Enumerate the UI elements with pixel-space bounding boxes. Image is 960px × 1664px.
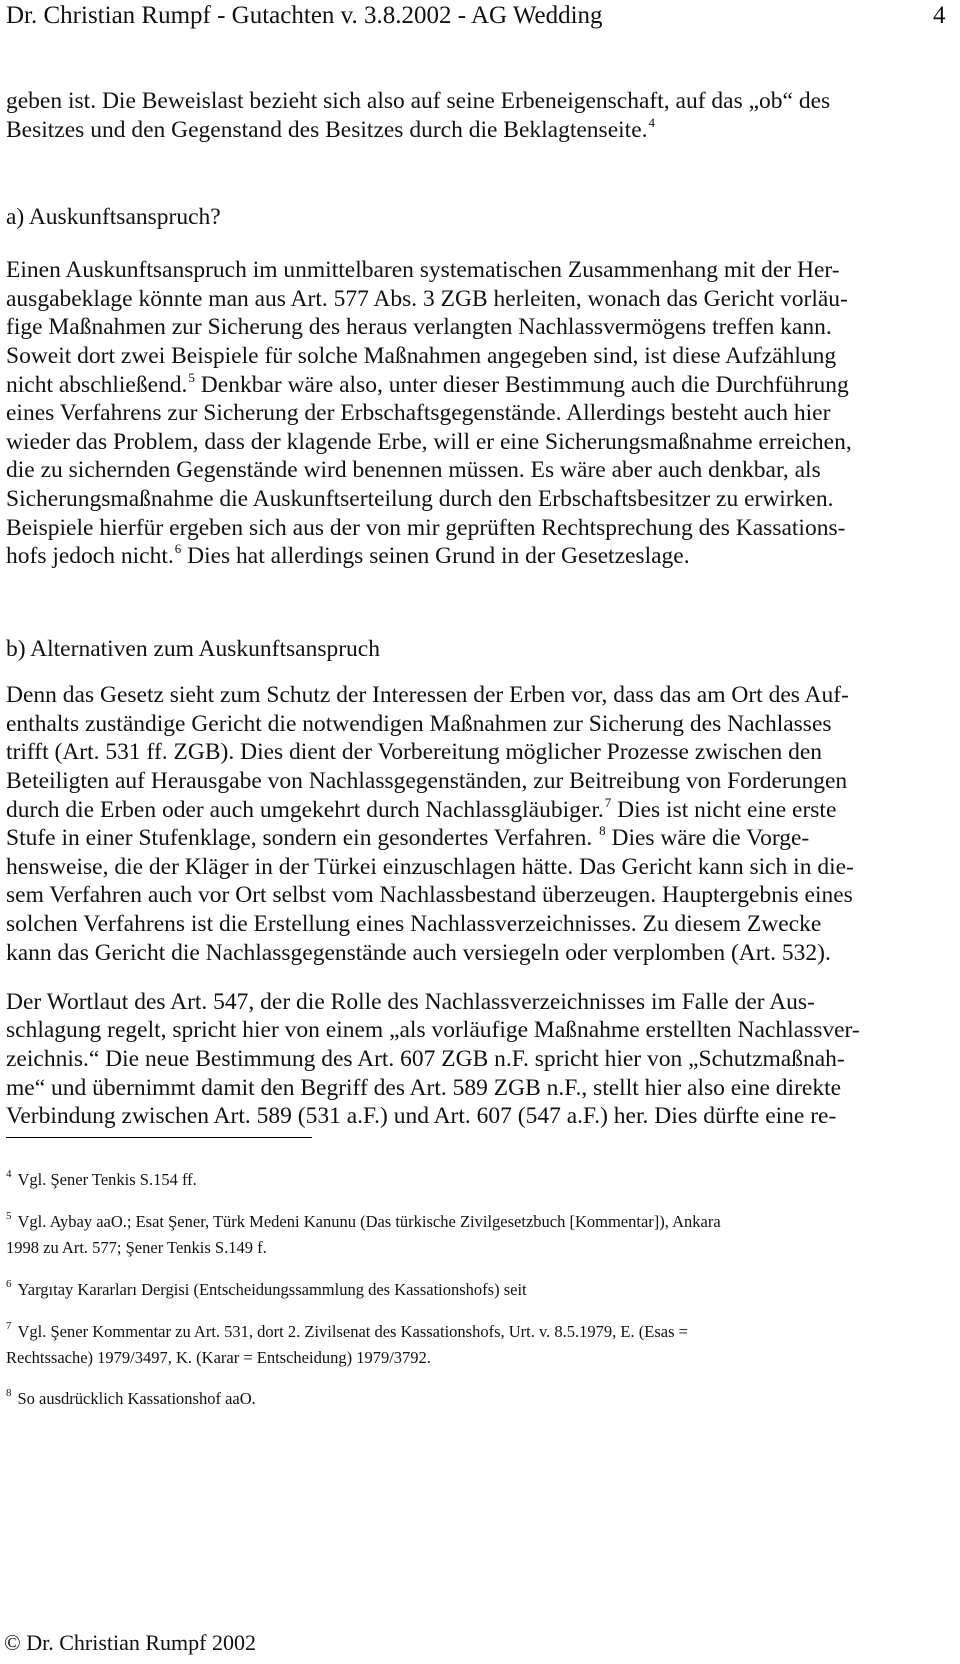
body-line: Beteiligten auf Herausgabe von Nachlassgegenständen, zur Beitreibung von Forderungen [6,768,848,794]
footnote-7: $^7$ Vgl. Şener Kommentar zu Art. 531, dort 2. Zivilsenat des Kassationshofs, Urt. v. 8.5.1979, E. (Esas = [6,1320,688,1341]
body-line: wieder das Problem, dass der klagende Erbe, will er eine Sicherungsmaßnahme erreichen, [6,429,852,455]
page-footer-copyright: © Dr. Christian Rumpf 2002 [4,1630,256,1655]
footnote-8: $^8$ So ausdrücklich Kassationshof aaO. [6,1387,256,1408]
footnote-5-cont: 1998 zu Art. 577; Şener Tenkis S.149 f. [6,1238,267,1257]
body-line: zeichnis.“ Die neue Bestimmung des Art. 607 ZGB n.F. spricht hier von „Schutzmaßnah- [6,1046,845,1072]
body-line: schlagung regelt, spricht hier von einem „als vorläufige Maßnahme erstellten Nachlassver- [6,1017,860,1043]
body-line: Soweit dort zwei Beispiele für solche Maßnahmen angegeben sind, ist diese Aufzählung [6,343,837,369]
body-line: ausgabeklage könnte man aus Art. 577 Abs. 3 ZGB herleiten, wonach das Gericht vorläu- [6,286,848,312]
body-line: nicht abschließend.$^5$ Denkbar wäre also, unter dieser Bestimmung auch die Durchführung [6,370,849,398]
body-line: fige Maßnahmen zur Sicherung des heraus verlangten Nachlassvermögens treffen kann. [6,314,832,340]
body-line: trifft (Art. 531 ff. ZGB). Dies dient der Vorbereitung möglicher Prozesse zwischen den [6,739,822,765]
footnote-ref-6[interactable]: 6 [174,541,182,556]
body-line: sem Verfahren auch vor Ort selbst vom Nachlassbestand überzeugen. Hauptergebnis eines [6,882,853,908]
body-line: hofs jedoch nicht.$^6$ Dies hat allerdings seinen Grund in der Gesetzeslage. [6,541,690,569]
body-line: durch die Erben oder auch umgekehrt durch Nachlassgläubiger.$^7$ Dies ist nicht eine erste [6,795,837,823]
body-line: eines Verfahrens zur Sicherung der Erbschaftsgegenstände. Allerdings besteht auch hier [6,400,831,426]
footnote-ref-4[interactable]: 4 [648,115,655,130]
footnote-4: $^4$ Vgl. Şener Tenkis S.154 ff. [6,1168,197,1189]
body-line: Besitzes und den Gegenstand des Besitzes durch die Beklagtenseite.$^4$ [6,115,655,143]
body-line: Sicherungsmaßnahme die Auskunftserteilung durch den Erbschaftsbesitzer zu erwirken. [6,486,834,512]
body-line: Einen Auskunftsanspruch im unmittelbaren systematischen Zusammenhang mit der Her- [6,257,840,283]
footnote-separator [6,1137,312,1138]
body-line: Beispiele hierfür ergeben sich aus der von mir geprüften Rechtsprechung des Kassations- [6,515,846,541]
footnote-ref-7[interactable]: 7 [604,795,612,810]
body-line: enthalts zuständige Gericht die notwendigen Maßnahmen zur Sicherung des Nachlasses [6,711,832,737]
body-line: kann das Gericht die Nachlassgegenstände auch versiegeln oder verplomben (Art. 532). [6,940,831,966]
body-line: Der Wortlaut des Art. 547, der die Rolle des Nachlassverzeichnisses im Falle der Aus- [6,989,815,1015]
body-line: me“ und übernimmt damit den Begriff des Art. 589 ZGB n.F., stellt hier also eine direkte [6,1075,842,1101]
footnote-5: $^5$ Vgl. Aybay aaO.; Esat Şener, Türk Medeni Kanunu (Das türkische Zivilgesetzbuch [Kommentar]), Ankara [6,1210,721,1231]
footnote-ref-8[interactable]: 8 [599,823,606,838]
section-a-heading: a) Auskunftsanspruch? [6,204,221,230]
body-line: die zu sichernden Gegenstände wird benennen müssen. Es wäre aber auch denkbar, als [6,457,821,483]
body-line: Verbindung zwischen Art. 589 (531 a.F.) und Art. 607 (547 a.F.) her. Dies dürfte eine re- [6,1103,837,1129]
footnote-6: $^6$ Yargıtay Kararları Dergisi (Entscheidungssammlung des Kassationshofs) seit [6,1278,527,1299]
page-header-title: Dr. Christian Rumpf - Gutachten v. 3.8.2002 - AG Wedding [6,2,603,29]
body-line: Denn das Gesetz sieht zum Schutz der Interessen der Erben vor, dass das am Ort des Auf- [6,682,849,708]
section-b-heading: b) Alternativen zum Auskunftsanspruch [6,636,380,662]
page-number: 4 [933,2,946,29]
footnote-ref-5[interactable]: 5 [188,370,195,385]
body-line: hensweise, die der Kläger in der Türkei einzuschlagen hätte. Das Gericht kann sich in die- [6,854,854,880]
body-line: solchen Verfahrens ist die Erstellung eines Nachlassverzeichnisses. Zu diesem Zwecke [6,911,822,937]
body-line: geben ist. Die Beweislast bezieht sich also auf seine Erbeneigenschaft, auf das „ob“ des [6,88,831,114]
body-line: Stufe in einer Stufenklage, sondern ein gesondertes Verfahren. $^8$ Dies wäre die Vorge- [6,823,810,851]
footnote-7-cont: Rechtssache) 1979/3497, K. (Karar = Entscheidung) 1979/3792. [6,1348,431,1367]
